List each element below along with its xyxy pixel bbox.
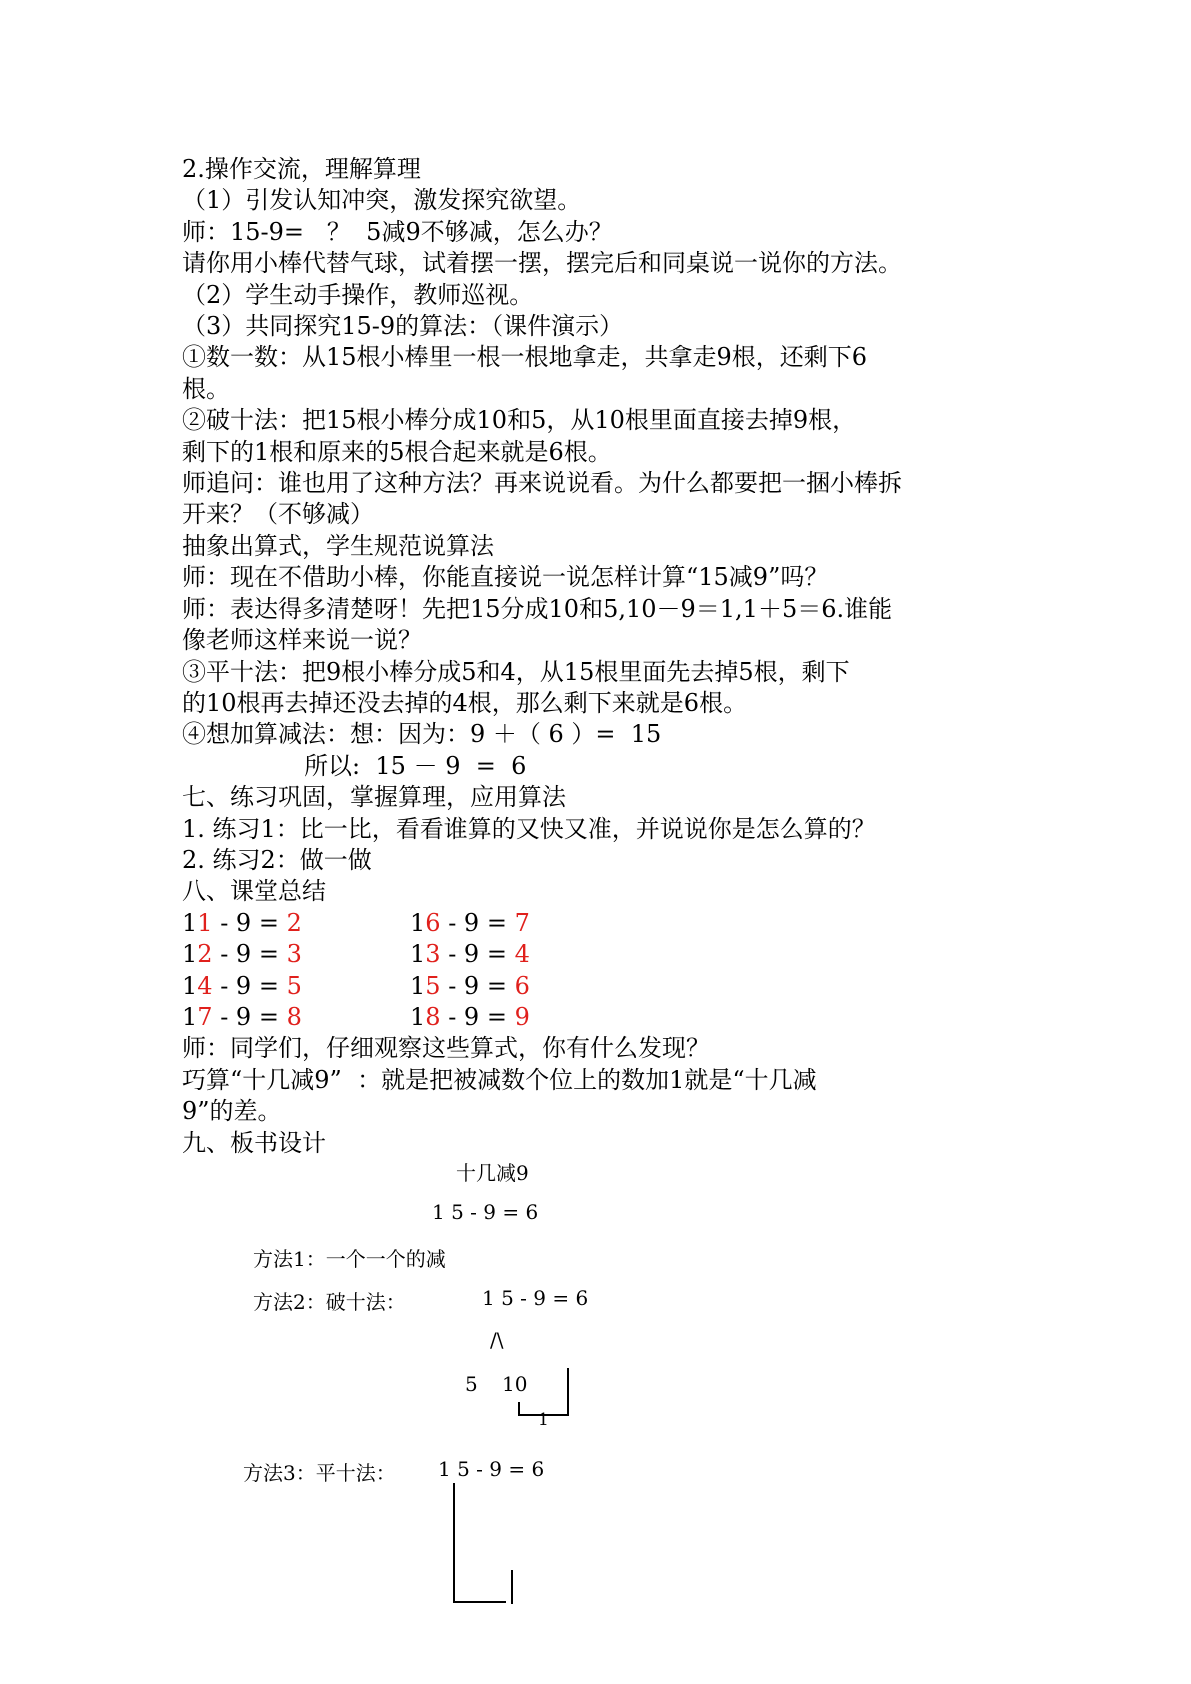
text-line: 2.操作交流，理解算理	[182, 155, 421, 183]
board-main-equation: 1 5 - 9 = 6	[432, 1200, 539, 1224]
text-line: ③平十法：把9根小棒分成5和4，从15根里面先去掉5根，剩下	[182, 657, 850, 686]
board-method-1: 方法1：一个一个的减	[253, 1247, 446, 1271]
equation-right: 15 - 9 = 6	[410, 971, 530, 1000]
board-title: 十几减9	[456, 1161, 529, 1185]
equation-right: 16 - 9 = 7	[410, 908, 530, 937]
equation-right: 13 - 9 = 4	[410, 940, 530, 969]
board-method-3: 方法3：平十法：	[243, 1461, 396, 1485]
text-line: 师追问：谁也用了这种方法？再来说说看。为什么都要把一捆小棒拆	[182, 469, 902, 498]
text-line: 的10根再去掉还没去掉的4根，那么剩下来就是6根。	[182, 688, 748, 717]
equation-left: 12 - 9 = 3	[182, 940, 302, 969]
text-line: 1. 练习1：比一比，看看谁算的又快又准，并说说你是怎么算的？	[182, 814, 876, 843]
text-line: 七、练习巩固，掌握算理，应用算法	[182, 783, 566, 812]
bracket-vertical	[511, 1570, 513, 1604]
bracket-result: 1	[538, 1410, 549, 1430]
equation-left: 14 - 9 = 5	[182, 971, 302, 1000]
board-method-2: 方法2：破十法：	[253, 1290, 406, 1314]
equation-row	[182, 971, 1022, 1002]
text-line: 巧算“十几减9” ：就是把被减数个位上的数加1就是“十几减	[182, 1065, 817, 1094]
board-split-mark: /\	[490, 1328, 504, 1352]
text-line: ④想加算减法：想：因为：9 ＋（ 6 ）= 15	[182, 720, 662, 749]
text-line: 师：同学们，仔细观察这些算式，你有什么发现？	[182, 1034, 710, 1063]
board-method-2-equation: 1 5 - 9 = 6	[482, 1286, 589, 1310]
equation-row	[182, 1002, 1022, 1033]
text-line: 师：表达得多清楚呀！先把15分成10和5,10－9＝1,1＋5＝6.谁能	[182, 594, 893, 623]
text-line: 师：现在不借助小棒，你能直接说一说怎样计算“15减9”吗？	[182, 563, 829, 592]
equation-row	[182, 908, 1022, 939]
lesson-text	[182, 154, 1022, 1159]
bracket-horizontal	[453, 1601, 506, 1603]
text-line: 开来？（不够减）	[182, 500, 374, 529]
board-split-right: 10	[502, 1372, 528, 1396]
text-line: ②破十法：把15根小棒分成10和5，从10根里面直接去掉9根，	[182, 406, 857, 435]
text-line: 八、课堂总结	[182, 877, 326, 906]
text-line: 请你用小棒代替气球，试着摆一摆，摆完后和同桌说一说你的方法。	[182, 249, 902, 278]
board-split-left: 5	[465, 1372, 478, 1396]
text-line: 抽象出算式，学生规范说算法	[182, 531, 494, 560]
text-line: ①数一数：从15根小棒里一根一根地拿走，共拿走9根，还剩下6	[182, 343, 868, 372]
bracket-vertical	[453, 1483, 455, 1603]
equation-right: 18 - 9 = 9	[410, 1002, 530, 1031]
bracket-left-tick	[518, 1402, 520, 1416]
board-method-3-equation: 1 5 - 9 = 6	[438, 1457, 545, 1481]
text-line: 根。	[182, 374, 230, 403]
text-line: 剩下的1根和原来的5根合起来就是6根。	[182, 437, 612, 466]
equation-left: 17 - 9 = 8	[182, 1002, 302, 1031]
text-line: 像老师这样来说一说？	[182, 626, 422, 655]
equation-left: 11 - 9 = 2	[182, 908, 302, 937]
text-line: 九、板书设计	[182, 1128, 326, 1157]
text-line: 所以: 15 － 9 = 6	[182, 751, 527, 780]
text-line: （3）共同探究15-9的算法：（课件演示）	[182, 312, 624, 341]
text-line: 2. 练习2：做一做	[182, 845, 372, 874]
text-line: （2）学生动手操作，教师巡视。	[182, 280, 534, 309]
text-line: 9”的差。	[182, 1097, 282, 1126]
bracket-vertical	[567, 1368, 569, 1416]
equation-row	[182, 939, 1022, 970]
text-line: （1）引发认知冲突，激发探究欲望。	[182, 186, 582, 215]
text-line: 师：15-9= ？ 5减9不够减，怎么办？	[182, 217, 613, 246]
